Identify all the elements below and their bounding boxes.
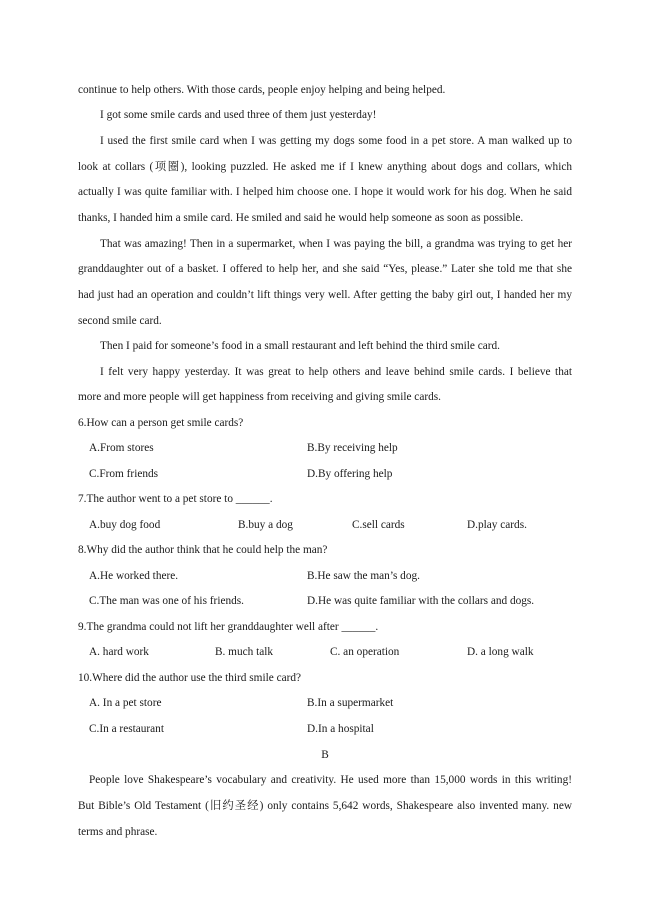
passage-line: terms and phrase. — [78, 826, 158, 838]
option-c: C.From friends — [89, 468, 159, 480]
passage-line: But Bible’s Old Testament (旧约圣经) only contains 5,642 words, Shakespeare also invented many. new — [78, 800, 572, 812]
question-text: 9.The grandma could not lift her granddaughter well after ______. — [78, 621, 379, 633]
option-b: B.He saw the man’s dog. — [307, 570, 420, 582]
passage-line: more and more people will get happiness from receiving and giving smile cards. — [78, 391, 441, 403]
option-c: C.In a restaurant — [89, 723, 164, 735]
question-text: 7.The author went to a pet store to ______. — [78, 493, 273, 505]
passage-line: actually I was quite familiar with. I helped him choose one. I hope it would work for his dog. When he said — [78, 186, 572, 198]
passage-line: continue to help others. With those cards, people enjoy helping and being helped. — [78, 84, 446, 96]
section-heading: B — [321, 749, 329, 761]
option-c: C. an operation — [330, 646, 400, 658]
passage-line: granddaughter out of a basket. I offered to help her, and she said “Yes, please.” Later she told me that she — [78, 263, 572, 275]
passage-line: Then I paid for someone’s food in a small restaurant and left behind the third smile card. — [100, 340, 500, 352]
passage-line: thanks, I handed him a smile card. He smiled and said he would help someone as soon as possible. — [78, 212, 524, 224]
question-text: 6.How can a person get smile cards? — [78, 417, 244, 429]
passage-line: I used the first smile card when I was getting my dogs some food in a pet store. A man walked up to — [100, 135, 572, 147]
passage-line: People love Shakespeare’s vocabulary and creativity. He used more than 15,000 words in this writing! — [89, 774, 572, 786]
option-a: A.From stores — [89, 442, 154, 454]
question-text: 8.Why did the author think that he could help the man? — [78, 544, 328, 556]
option-a: A.buy dog food — [89, 519, 161, 531]
option-d: D.In a hospital — [307, 723, 374, 735]
option-b: B.buy a dog — [238, 519, 293, 531]
passage-line: had just had an operation and couldn’t lift things very well. After getting the baby girl out, I handed her my — [78, 289, 572, 301]
option-c: C.sell cards — [352, 519, 405, 531]
option-d: D.By offering help — [307, 468, 393, 480]
question-text: 10.Where did the author use the third smile card? — [78, 672, 302, 684]
option-d: D.play cards. — [467, 519, 527, 531]
passage-line: second smile card. — [78, 315, 162, 327]
option-c: C.The man was one of his friends. — [89, 595, 244, 607]
passage-line: look at collars (项圈), looking puzzled. He asked me if I knew anything about dogs and collars, which — [78, 161, 572, 173]
passage-line: I got some smile cards and used three of them just yesterday! — [100, 109, 377, 121]
option-d: D.He was quite familiar with the collars and dogs. — [307, 595, 535, 607]
option-b: B. much talk — [215, 646, 274, 658]
option-a: A. hard work — [89, 646, 149, 658]
option-b: B.In a supermarket — [307, 697, 394, 709]
passage-line: I felt very happy yesterday. It was great to help others and leave behind smile cards. I believe that — [100, 366, 572, 378]
option-d: D. a long walk — [467, 646, 534, 658]
option-a: A.He worked there. — [89, 570, 179, 582]
option-b: B.By receiving help — [307, 442, 398, 454]
option-a: A. In a pet store — [89, 697, 162, 709]
passage-line: That was amazing! Then in a supermarket, when I was paying the bill, a grandma was trying to get her — [100, 238, 572, 250]
